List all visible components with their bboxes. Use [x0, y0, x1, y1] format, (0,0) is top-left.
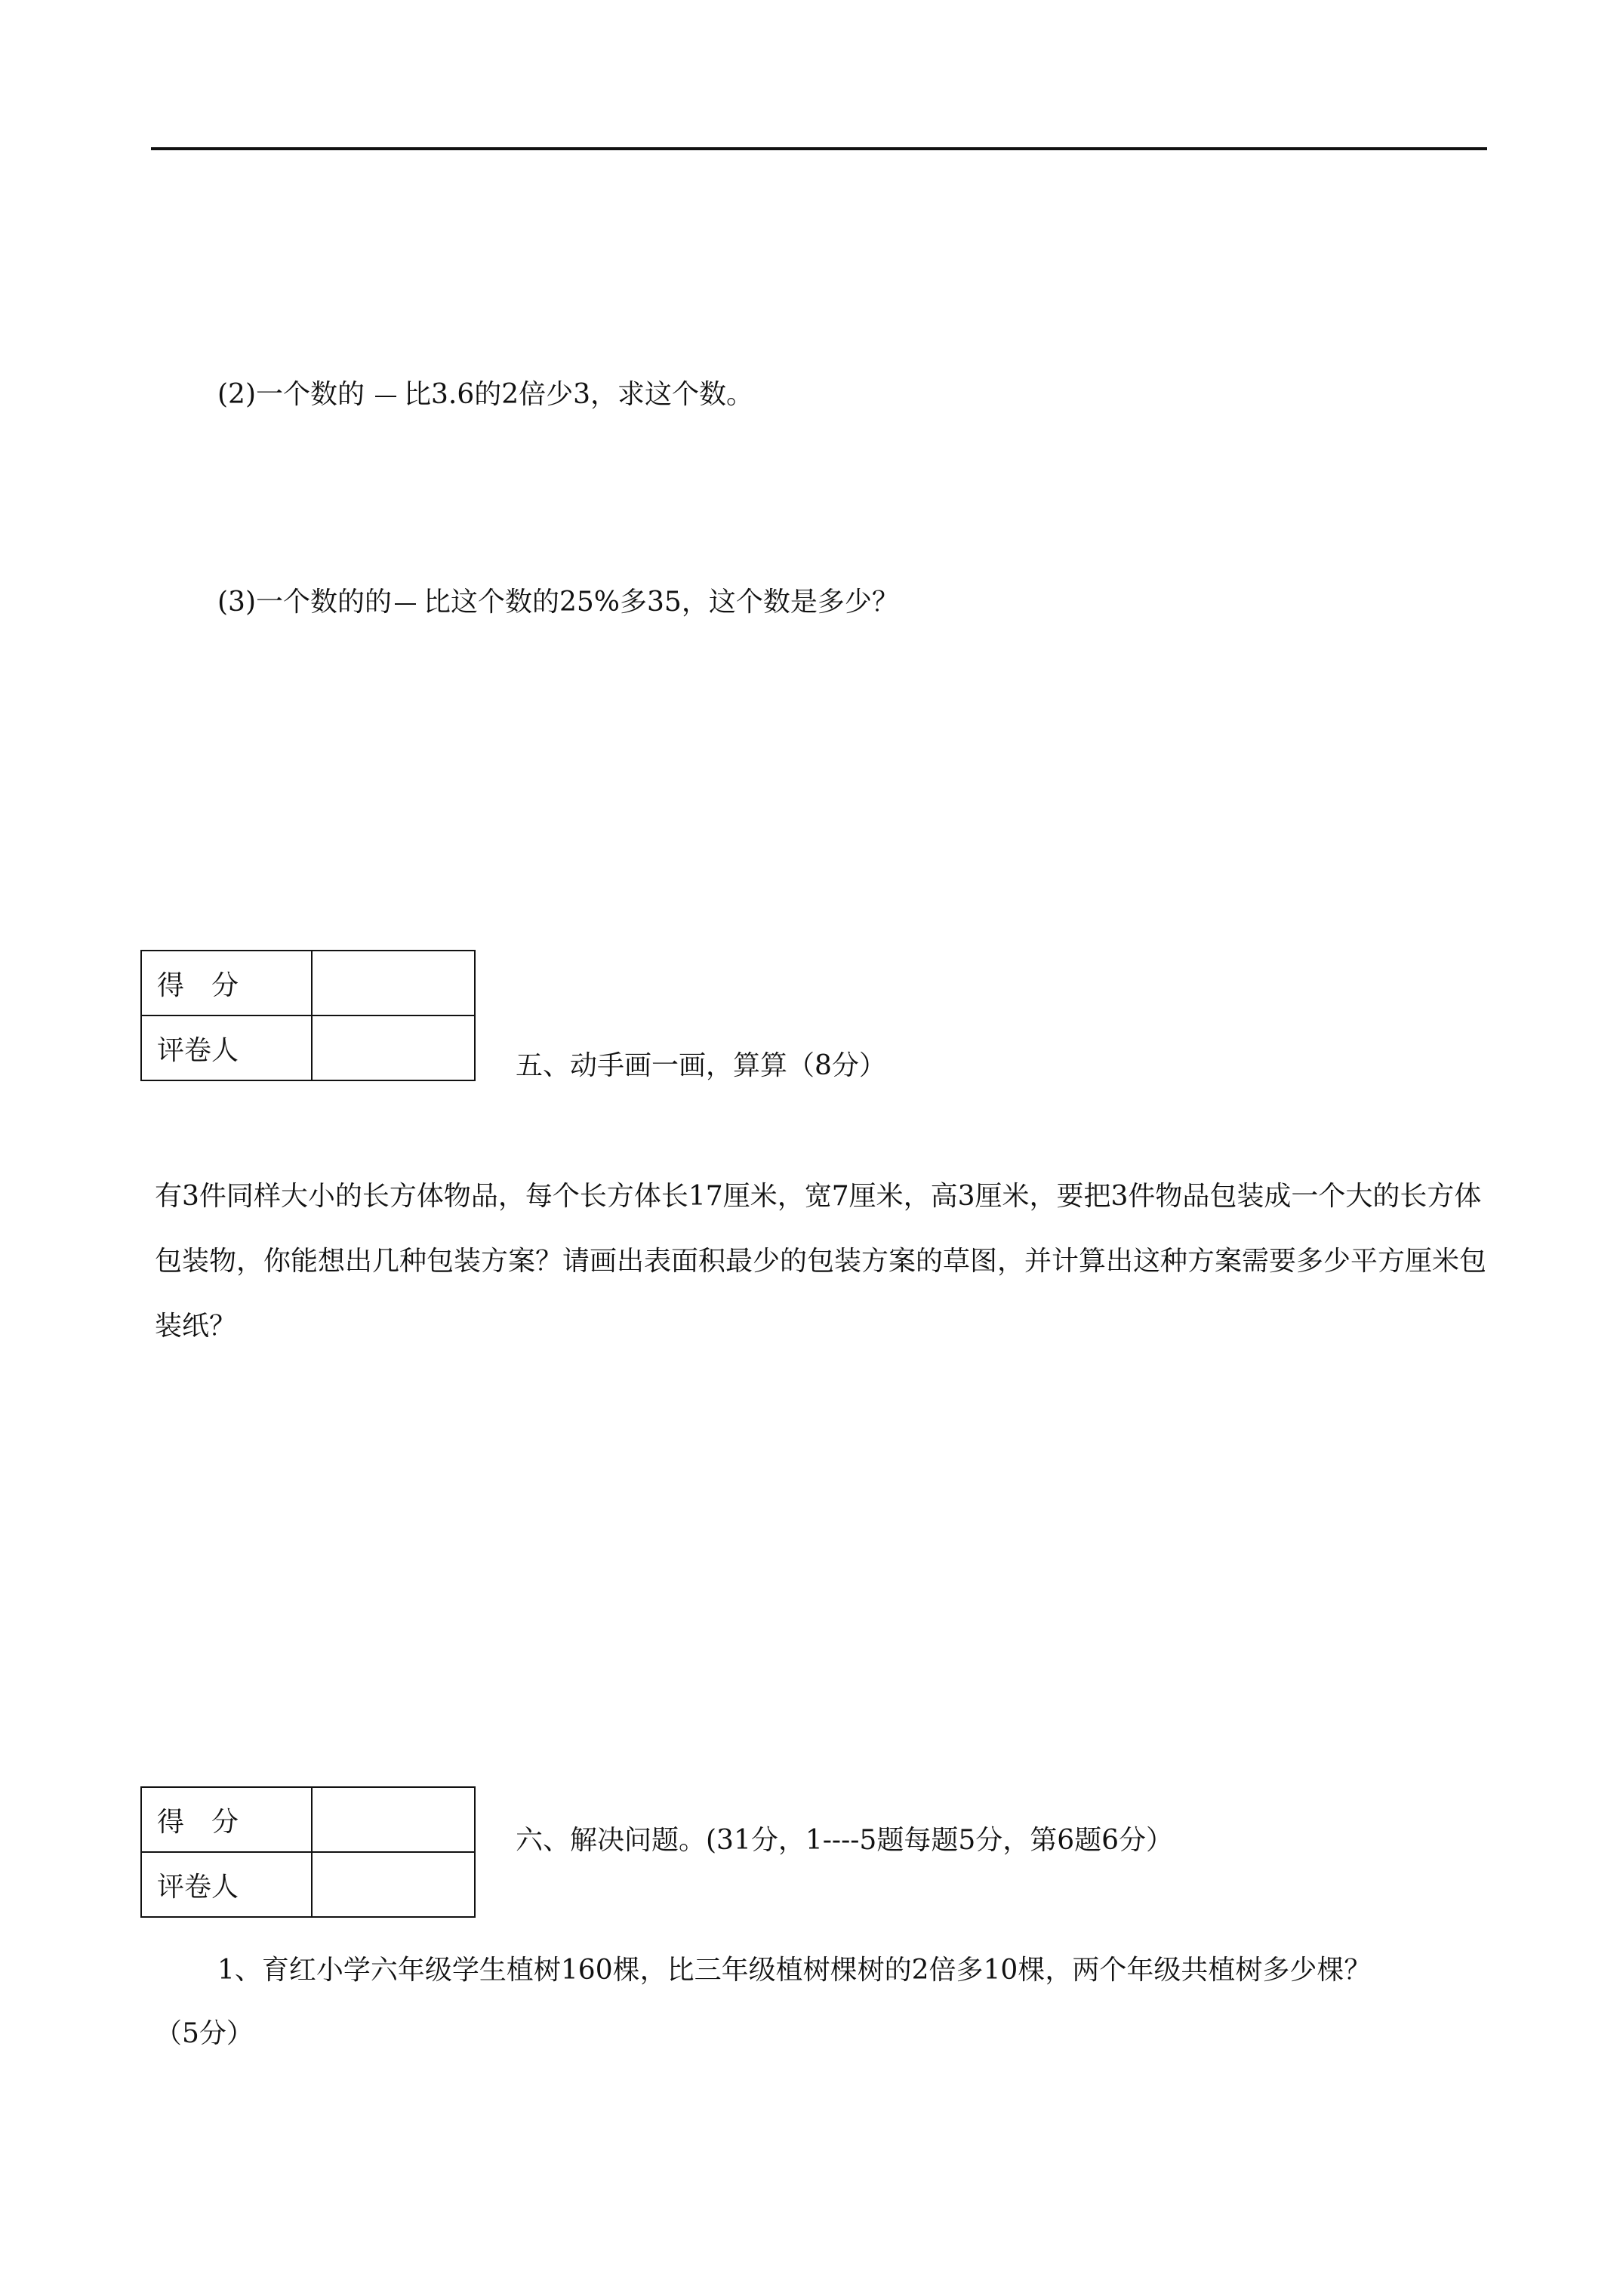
section-5-body: 有3件同样大小的长方体物品，每个长方体长17厘米，宽7厘米，高3厘米，要把3件物品包装成一个大的长方体包装物，你能想出几种包装方案？请画出表面积最少的包装方案的草图，并计算出这种方案需要多少平方厘米包装纸？: [155, 1181, 1487, 1342]
score-table-5: [140, 950, 476, 1081]
section-6-question-1: 1、育红小学六年级学生植树160棵，比三年级植树棵树的2倍多10棵，两个年级共植树多少棵？: [217, 1955, 1372, 1986]
question-2-text: 比3.6的2倍少3，求这个数。: [404, 379, 754, 410]
question-3-prefix: (3)一个数的的: [217, 587, 392, 618]
fraction-placeholder: [375, 396, 396, 397]
section-6-question-1-points: （5分）: [155, 2018, 254, 2049]
header-rule: [151, 147, 1487, 150]
grader-value-cell[interactable]: [312, 1852, 475, 1917]
score-value-cell[interactable]: [312, 1787, 475, 1852]
score-table-6: [140, 1786, 476, 1918]
score-value-cell[interactable]: [312, 951, 475, 1015]
section-5-title: 五、动手画一画，算算（8分）: [516, 1050, 886, 1081]
question-2-prefix: (2)一个数的: [217, 379, 365, 410]
grader-label: 评卷人: [141, 1852, 312, 1917]
section-6-title: 六、解决问题。(31分，1----5题每题5分，第6题6分）: [516, 1825, 1174, 1856]
score-label: 得 分: [141, 1787, 312, 1852]
grader-label: 评卷人: [141, 1015, 312, 1080]
grader-value-cell[interactable]: [312, 1015, 475, 1080]
question-3-text: 比这个数的25%多35，这个数是多少？: [423, 587, 899, 618]
fraction-placeholder: [395, 603, 416, 605]
score-label: 得 分: [141, 951, 312, 1015]
question-3: [217, 589, 899, 616]
question-2: [217, 381, 753, 408]
